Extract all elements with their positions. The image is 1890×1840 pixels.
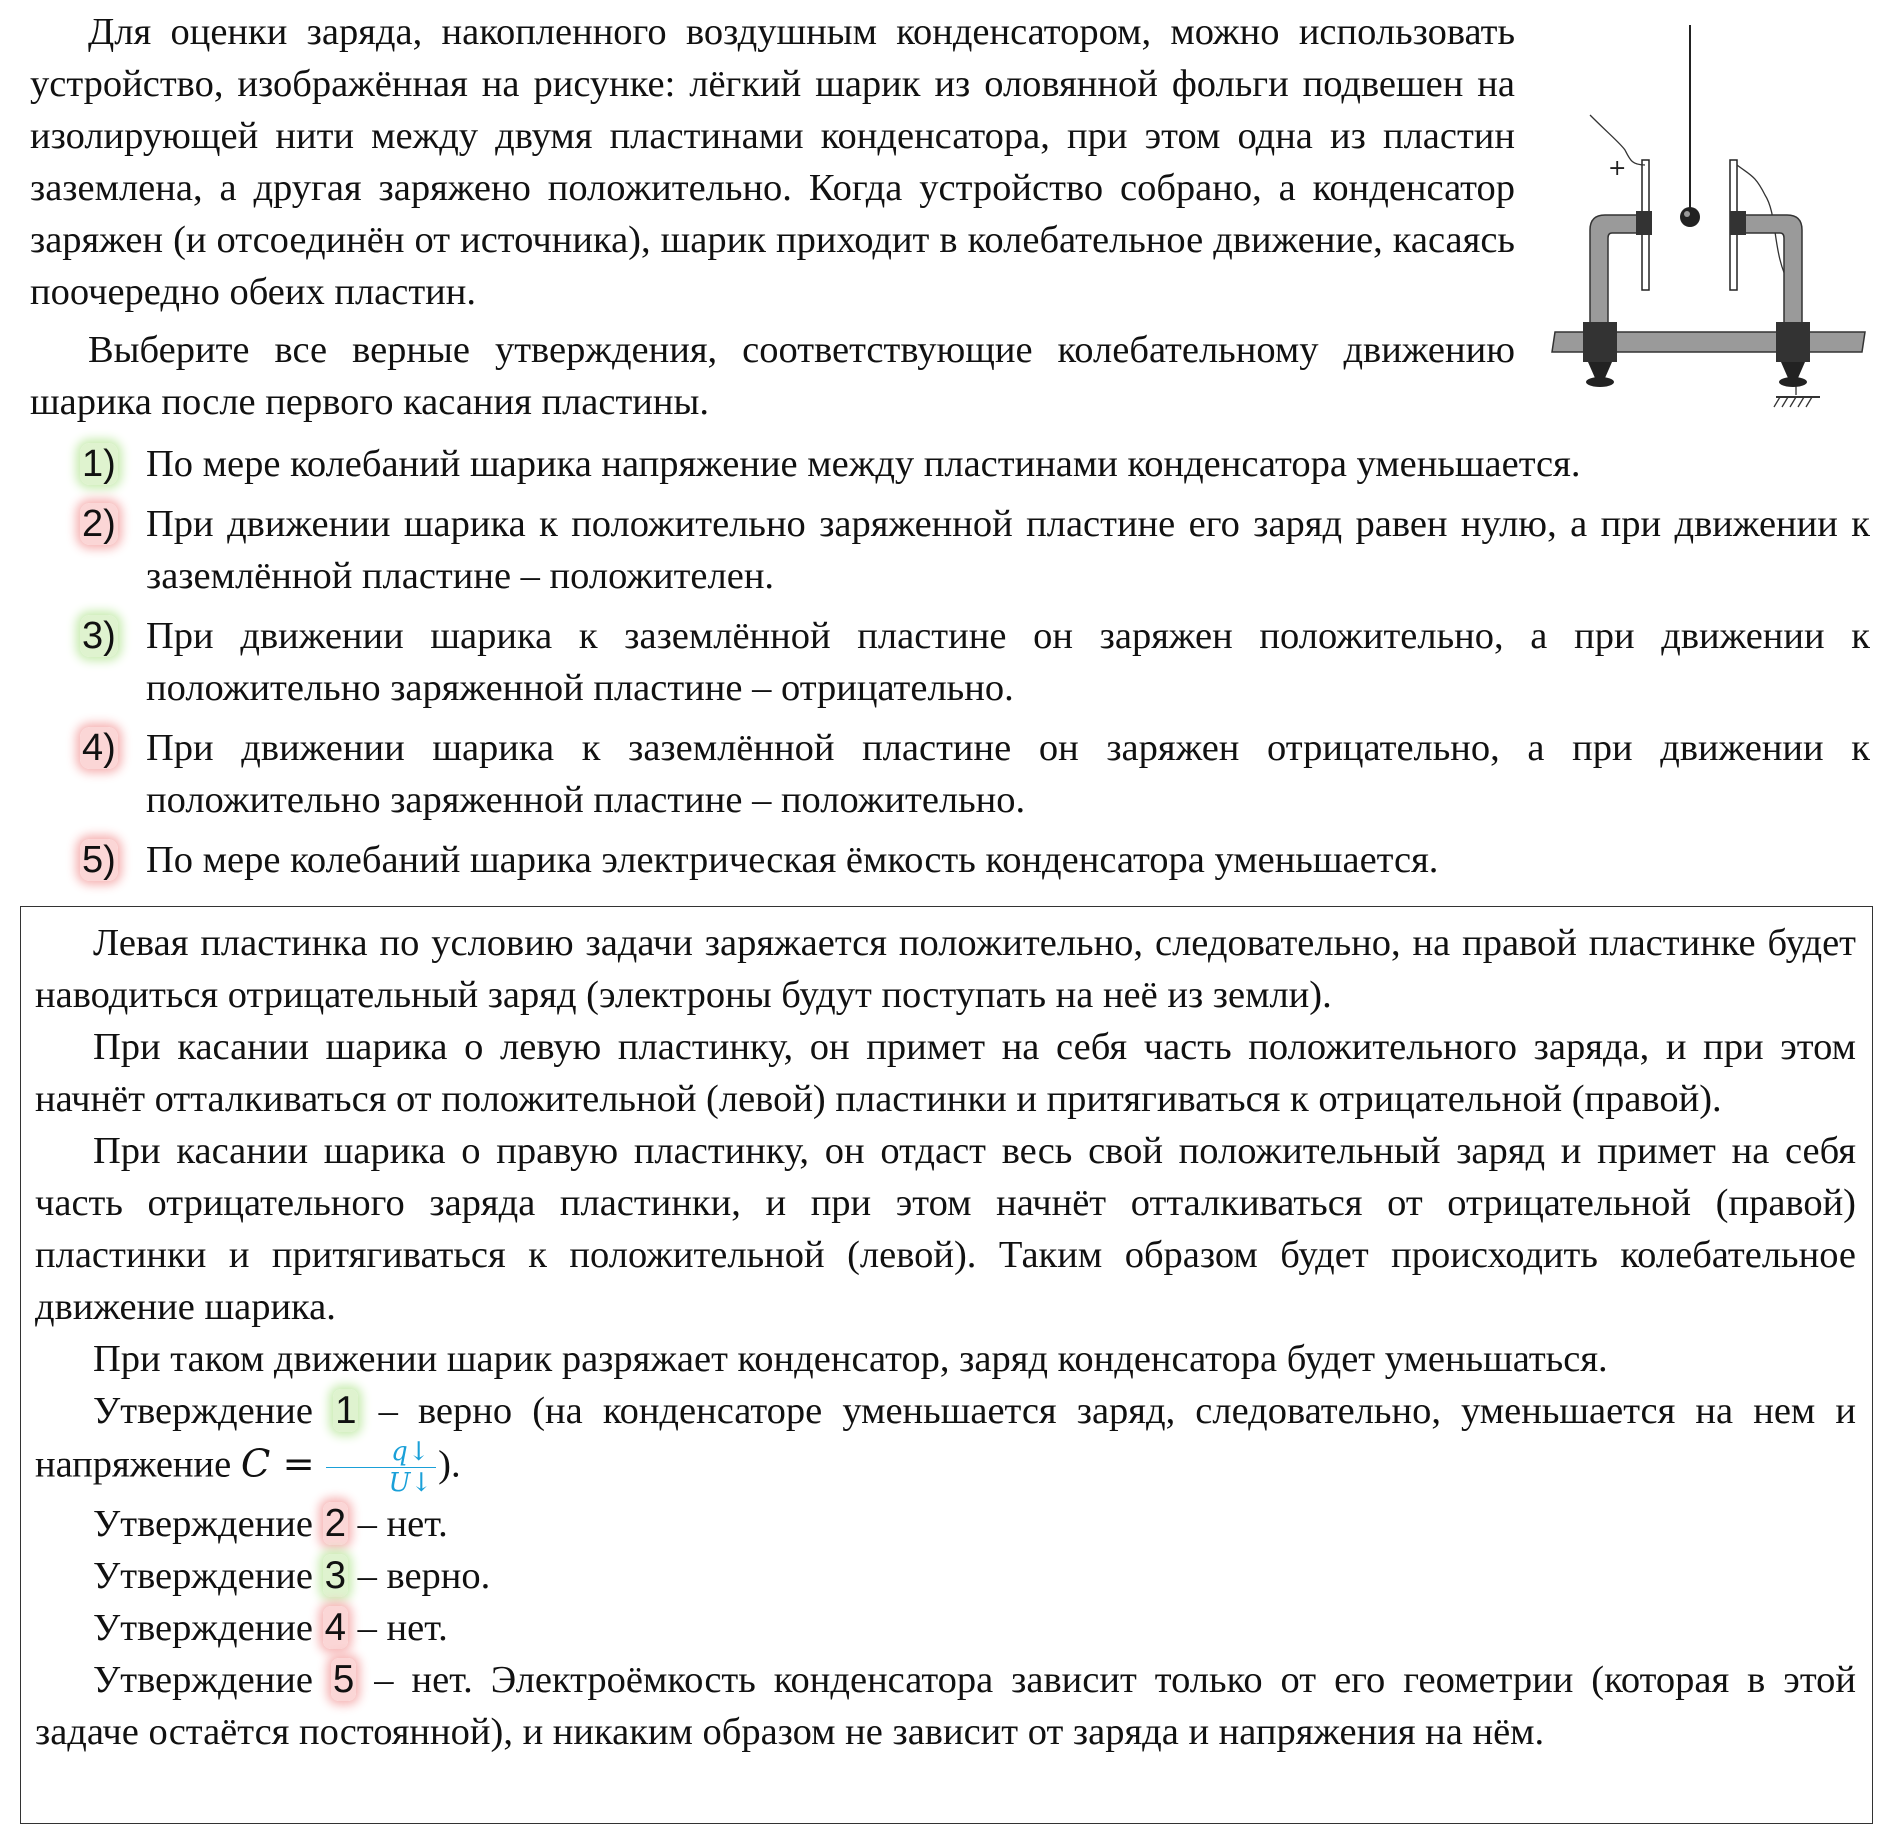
option-text: При движении шарика к заземлённой пластине он заряжен отрицательно, а при движении к положительно заряженной пластине – положительно. xyxy=(146,727,1870,821)
formula-fraction: $\frac{q↓}{U↓}$ xyxy=(326,1437,436,1498)
claim-number: 1 xyxy=(335,1389,357,1432)
claim-1: Утверждение 1 – верно (на конденсаторе уменьшается заряд, следовательно, уменьшается на нем и напряжение C = $\frac{q↓}{U↓}$ ). xyxy=(35,1389,1856,1498)
option-3 xyxy=(80,610,1870,714)
foil-ball xyxy=(1680,207,1700,227)
claim-5: Утверждение 5 – нет. Электроёмкость конденсатора зависит только от его геометрии (которая в этой задаче остаётся постоянной), и никаким образом не зависит от заряда и напряжения на нём. xyxy=(35,1658,1856,1753)
solution-paragraph: При касании шарика о правую пластинку, он отдаст весь свой положительный заряд и примет на себя часть отрицательного заряда пластинки, и при этом начнёт отталкиваться от отрицательной (правой) пластинки и притягиваться к положительной (левой). Таким образом будет происходить колебательное движение шарика. xyxy=(35,1130,1856,1328)
capacitor-figure xyxy=(1550,25,1870,415)
option-text: По мере колебаний шарика электрическая ёмкость конденсатора уменьшается. xyxy=(146,839,1439,881)
problem-question: Выберите все верные утверждения, соответствующие колебательному движению шарика после первого касания пластины. xyxy=(30,329,1515,423)
solution-paragraph: При касании шарика о левую пластинку, он примет на себя часть положительного заряда, и при этом начнёт отталкиваться от положительной (левой) пластинки и притягиваться к отрицательной (правой). xyxy=(35,1026,1856,1120)
answer-options xyxy=(80,438,1870,894)
option-text: При движении шарика к заземлённой пластине он заряжен положительно, а при движении к положительно заряженной пластине – отрицательно. xyxy=(146,615,1870,709)
claim-number: 4 xyxy=(324,1606,346,1649)
ground-icon xyxy=(1774,397,1820,407)
option-text: При движении шарика к положительно заряженной пластине его заряд равен нулю, а при движении к заземлённой пластине – положителен. xyxy=(146,503,1870,597)
claim-number: 2 xyxy=(324,1502,346,1545)
option-2 xyxy=(80,498,1870,602)
option-number: 3) xyxy=(82,615,116,657)
formula-lhs: C = xyxy=(240,1441,315,1487)
option-number: 4) xyxy=(82,727,116,769)
claim-2: Утверждение 2 – нет. xyxy=(93,1502,448,1545)
solution-box xyxy=(20,906,1873,1824)
option-4 xyxy=(80,722,1870,826)
solution-paragraph: Левая пластинка по условию задачи заряжается положительно, следовательно, на правой пластинке будет наводиться отрицательный заряд (электроны будут поступать на неё из земли). xyxy=(35,922,1856,1016)
plus-sign: + xyxy=(1608,156,1627,181)
problem-statement xyxy=(30,6,1515,428)
claim-4: Утверждение 4 – нет. xyxy=(93,1606,448,1649)
solution-paragraph: При таком движении шарик разряжает конденсатор, заряд конденсатора будет уменьшаться. xyxy=(93,1338,1608,1380)
option-number: 1) xyxy=(82,443,116,485)
problem-paragraph: Для оценки заряда, накопленного воздушным конденсатором, можно использовать устройство, изображённая на рисунке: лёгкий шарик из оловянной фольги подвешен на изолирующей нити между двумя пластинами конденсатора, при этом одна из пластин заземлена, а другая заряжено положительно. Когда устройство собрано, а конденсатор заряжен (и отсоединён от источника), шарик приходит в колебательное движение, касаясь поочередно обеих пластин. xyxy=(30,11,1515,313)
claim-3: Утверждение 3 – верно. xyxy=(93,1554,491,1597)
option-5 xyxy=(80,834,1870,886)
claim-number: 3 xyxy=(324,1554,346,1597)
claim-number: 5 xyxy=(332,1658,355,1701)
option-1 xyxy=(80,438,1870,490)
option-number: 5) xyxy=(82,839,116,881)
option-number: 2) xyxy=(82,503,116,545)
option-text: По мере колебаний шарика напряжение между пластинами конденсатора уменьшается. xyxy=(146,443,1581,485)
